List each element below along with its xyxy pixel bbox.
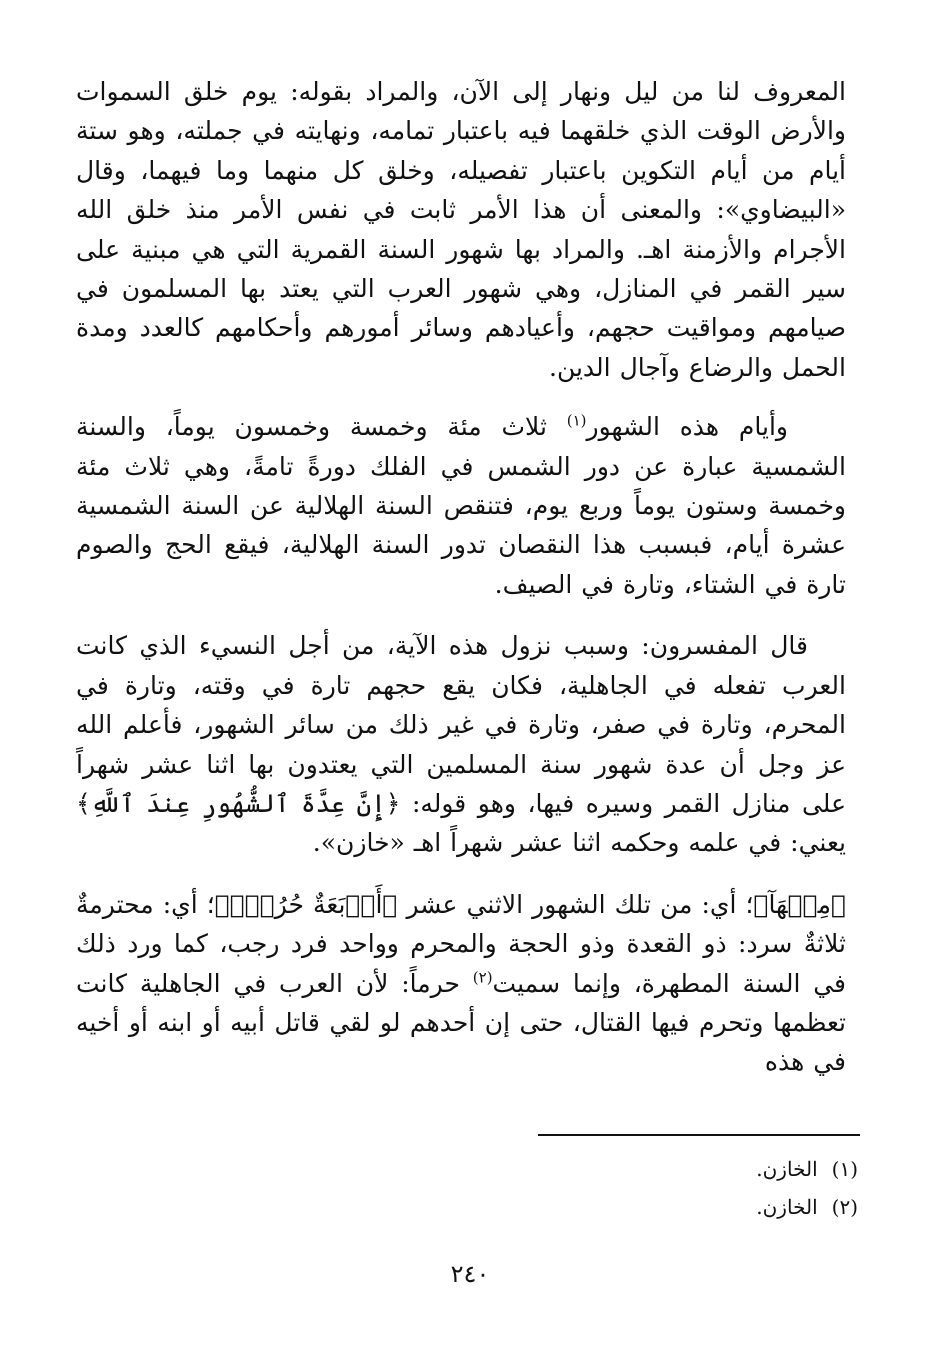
- footnote-1: [258, 1150, 858, 1188]
- footnote-number: (١): [831, 1157, 858, 1181]
- quran-verse-1: ﴿إِنَّ عِدَّةَ ٱلشُّهُورِ عِندَ ٱللَّهِ﴾: [76, 788, 401, 818]
- quran-verse-3: ﴿أَرۡبَعَةٌ حُرُمٌۚ﴾: [214, 889, 398, 919]
- paragraph-3-start: قال المفسرون: وسبب نزول هذه الآية، من أجل النسيء الذي كانت العرب تفعله في الجاهلية، فكان يقع حجهم تارة في وقته، وتارة في المحرم، وتارة في صفر، وتارة في غير ذلك من سائر الشهور، فأعلم الله عز وجل أن عدة شهور سنة المسلمين التي يعتدون بها اثنا عشر شهراً على منازل القمر وسيره فيها، وهو قوله:: [76, 631, 847, 818]
- footnote-ref-2[interactable]: (٢): [472, 968, 493, 987]
- quran-verse-2: ﴿مِنۡهَآ﴾: [753, 889, 846, 919]
- footnote-number: (٢): [831, 1195, 858, 1219]
- paragraph-3-rest: يعني: في علمه وحكمه اثنا عشر شهراً اهـ «خازن».: [312, 828, 846, 858]
- paragraph-2-rest: ثلاث مئة وخمسة وخمسون يوماً، والسنة الشمسية عبارة عن دور الشمس في الفلك دورةً تامةً، وهي ثلاث مئة وخمسة وستون يوماً وربع يوم، فتنقص السنة الهلالية عن السنة الشمسية عشرة أيام، فبسبب هذا النقصان تدور السنة الهلالية، فيقع الحج والصوم تارة في الشتاء، وتارة في الصيف.: [76, 412, 846, 599]
- paragraph-4-middle: ؛ أي: محترمةٌ ثلاثةٌ سرد: ذو القعدة وذو الحجة والمحرم وواحد فرد رجب، كما ورد ذلك في السنة المطهرة، وإنما سميت: [76, 889, 847, 998]
- paragraph-4-start: ؛ أي: من تلك الشهور الاثني عشر: [397, 889, 754, 919]
- paragraph-1: المعروف لنا من ليل ونهار إلى الآن، والمراد بقوله: يوم خلق السموات والأرض الوقت الذي خلقهما فيه باعتبار تمامه، ونهايته في جملته، وهو ستة أيام من أيام التكوين باعتبار تفصيله، وخلق كل منهما وما فيهما، وقال «البيضاوي»: والمعنى أن هذا الأمر ثابت في نفس الأمر منذ خلق الله الأجرام والأزمنة اهـ. والمراد بها شهور السنة القمرية التي هي مبنية على سير القمر في المنازل، وهي شهور العرب التي يعتد بها المسلمون في صيامهم ومواقيت حجهم، وأعيادهم وسائر أمورهم وأحكامهم كالعدد ومدة الحمل والرضاع وآجال الدين.: [76, 77, 846, 382]
- paragraph-4-rest: حرماً: لأن العرب في الجاهلية كانت تعظمها وتحرم فيها القتال، حتى إن أحدهم لو لقي قاتل أبيه أو ابنه أو أخيه في هذه: [76, 968, 846, 1077]
- paragraph-3: [76, 626, 846, 862]
- paragraph-2-start: وأيام هذه الشهور: [586, 412, 789, 442]
- page-number: ٢٤٠: [450, 1260, 490, 1288]
- footnote-separator: [538, 1134, 860, 1136]
- paragraph-4: [76, 885, 846, 1082]
- footnote-ref-1[interactable]: (١): [566, 411, 587, 430]
- paragraph-2: [76, 407, 846, 604]
- footnote-text: الخازن.: [756, 1157, 818, 1181]
- footnote-2: [258, 1188, 858, 1226]
- footnote-text: الخازن.: [756, 1195, 818, 1219]
- page-body: [76, 72, 846, 1082]
- footnotes: [258, 1150, 858, 1226]
